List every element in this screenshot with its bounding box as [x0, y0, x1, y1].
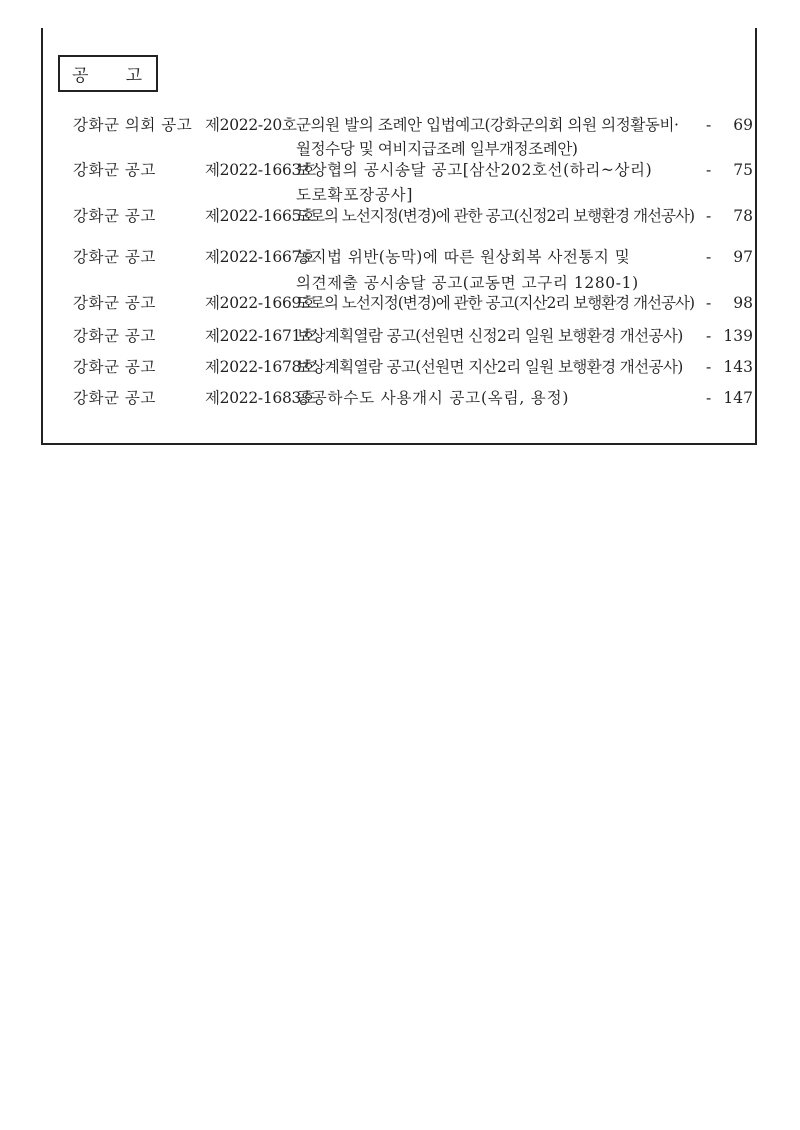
- entry-page: 98: [733, 294, 753, 312]
- entry-page: 147: [723, 389, 753, 407]
- entry-number: 제2022-1663호: [205, 161, 316, 179]
- entry-dash: -: [706, 358, 712, 376]
- entry-issuer: 강화군 공고: [73, 327, 156, 345]
- entry-issuer: 강화군 공고: [73, 248, 156, 266]
- entry-dash: -: [706, 389, 712, 407]
- entry-title: 보상계획열람 공고(선원면 신정2리 일원 보행환경 개선공사): [296, 327, 683, 345]
- entry-issuer: 강화군 공고: [73, 161, 156, 179]
- entry-page: 78: [733, 207, 753, 225]
- entry-number: 제2022-1683호: [205, 389, 316, 407]
- entry-page: 69: [733, 116, 753, 134]
- section-title-box: [58, 55, 158, 92]
- entry-number: 제2022-1671호: [205, 327, 316, 345]
- entry-title: 농지법 위반(농막)에 따른 원상회복 사전통지 및: [296, 248, 631, 266]
- entry-title: 군의원 발의 조례안 입법예고(강화군의회 의원 의정활동비·: [296, 116, 679, 134]
- section-title-right: 고: [125, 66, 142, 86]
- entry-title-continuation: 의견제출 공시송달 공고(교동면 고구리 1280-1): [296, 274, 639, 292]
- entry-title-continuation: 월정수당 및 여비지급조례 일부개정조례안): [296, 140, 578, 158]
- entry-page: 97: [733, 248, 753, 266]
- entry-issuer: 강화군 공고: [73, 207, 156, 225]
- entry-title-continuation: 도로확포장공사]: [296, 186, 414, 204]
- entry-number: 제2022-1678호: [205, 358, 316, 376]
- entry-number: 제2022-1669호: [205, 294, 316, 312]
- entry-number: 제2022-1667호: [205, 248, 316, 266]
- entry-dash: -: [706, 327, 712, 345]
- entry-dash: -: [706, 161, 712, 179]
- entry-page: 143: [723, 358, 753, 376]
- entry-dash: -: [706, 116, 712, 134]
- entry-dash: -: [706, 207, 712, 225]
- entry-issuer: 강화군 공고: [73, 294, 156, 312]
- entry-number: 제2022-1665호: [205, 207, 316, 225]
- entry-dash: -: [706, 294, 712, 312]
- entry-issuer: 강화군 공고: [73, 389, 156, 407]
- entry-title: 보상협의 공시송달 공고[삼산202호선(하리~상리): [296, 161, 653, 179]
- entry-title: 공공하수도 사용개시 공고(옥림, 용정): [296, 389, 570, 407]
- entry-title: 도로의 노선지정(변경)에 관한 공고(지산2리 보행환경 개선공사): [296, 294, 695, 312]
- entry-title: 보상계획열람 공고(선원면 지산2리 일원 보행환경 개선공사): [296, 358, 683, 376]
- section-title-left: 공: [72, 66, 89, 86]
- entry-number: 제2022-20호: [205, 116, 297, 134]
- entry-issuer: 강화군 의회 공고: [73, 116, 193, 134]
- entry-dash: -: [706, 248, 712, 266]
- entry-page: 75: [733, 161, 753, 179]
- entry-page: 139: [723, 327, 753, 345]
- entry-issuer: 강화군 공고: [73, 358, 156, 376]
- entry-title: 도로의 노선지정(변경)에 관한 공고(신정2리 보행환경 개선공사): [296, 207, 695, 225]
